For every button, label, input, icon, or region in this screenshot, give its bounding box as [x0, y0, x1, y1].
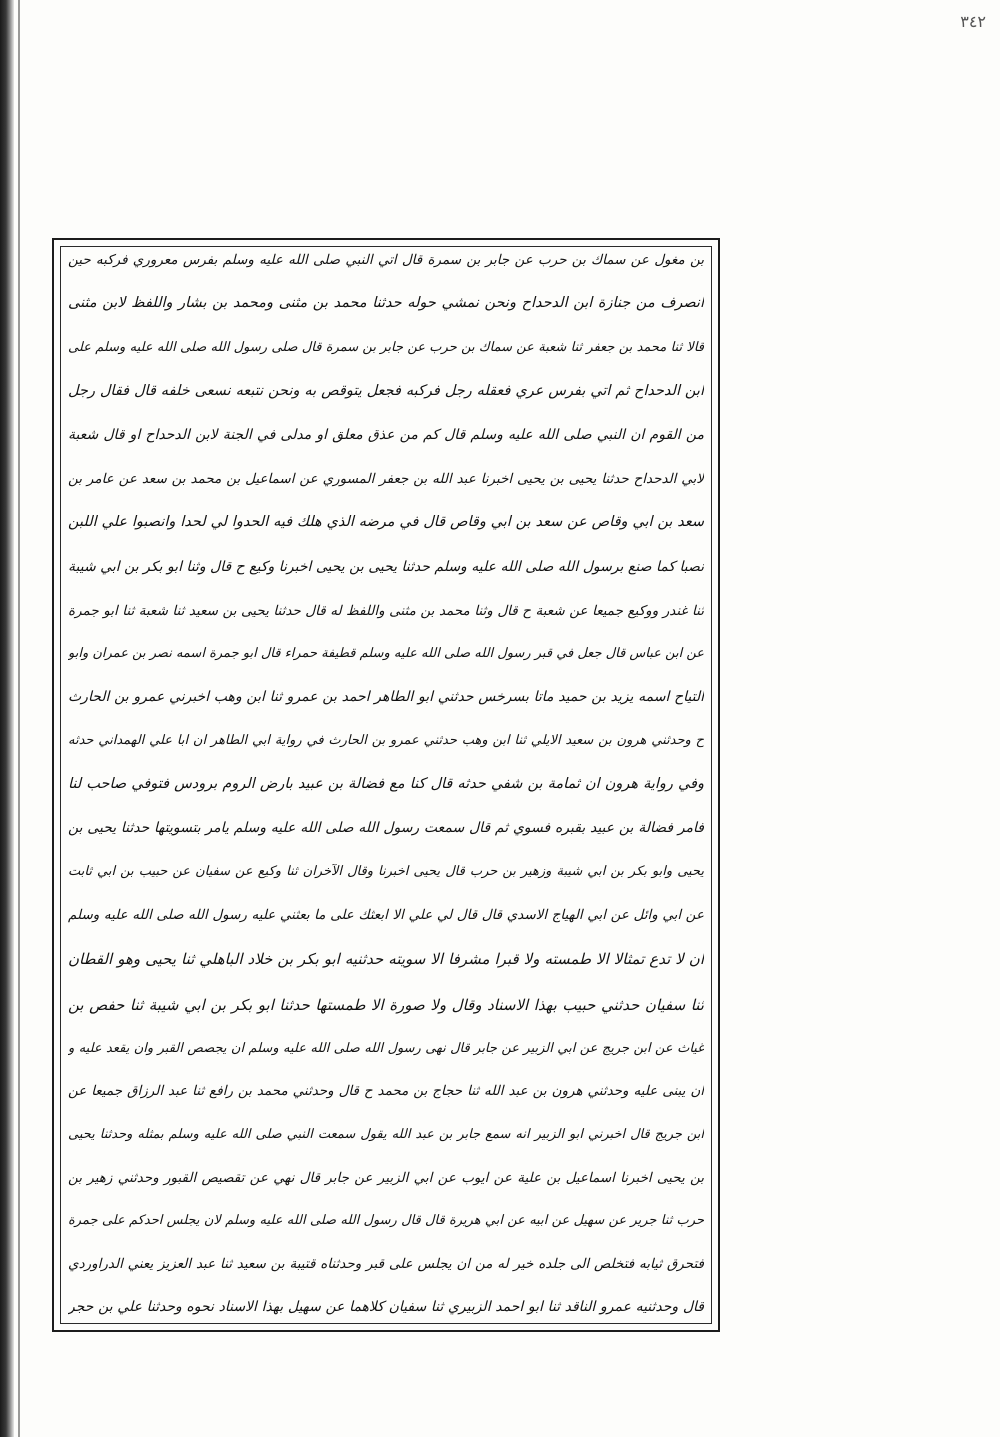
text-line: ثنا غندر ووكيع جميعا عن شعبة ح قال وثنا محمد بن مثنى واللفظ له قال حدثنا يحيى بن سعيد ثنا شعبة ثنا ابو جمرة	[68, 602, 704, 619]
text-line: عن ابن عباس قال جعل في قبر رسول الله صلى الله عليه وسلم قطيفة حمراء قال ابو جمرة اسمه نصر بن عمران وابو	[68, 646, 704, 662]
text-line: حرب ثنا جرير عن سهيل عن ابيه عن ابي هريرة قال قال رسول الله صلى الله عليه وسلم لان يجلس احدكم على جمرة	[68, 1212, 704, 1228]
binding-fold-line	[18, 0, 20, 1437]
text-line: ابن الدحداح ثم اتي بفرس عري فعقله رجل فركبه فجعل يتوقص به ونحن نتبعه نسعى خلفه قال فقال رجل	[68, 382, 704, 399]
folio-number: ٣٤٢	[960, 12, 986, 31]
text-line: غياث عن ابن جريج عن ابي الزبير عن جابر قال نهى رسول الله صلى الله عليه وسلم ان يجصص القبر وان يقعد عليه و	[68, 1040, 704, 1056]
text-line: سعد بن ابي وقاص عن سعد بن ابي وقاص قال في مرضه الذي هلك فيه الحدوا لي لحدا وانصبوا علي اللبن	[68, 514, 704, 531]
text-line: ابن جريج قال اخبرني ابو الزبير انه سمع جابر بن عبد الله يقول سمعت النبي صلى الله عليه وسلم بمثله وحدثنا يحيى	[68, 1126, 704, 1142]
text-line: نصبا كما صنع برسول الله صلى الله عليه وسلم حدثنا يحيى بن يحيى اخبرنا وكيع ح قال وثنا ابو بكر بن ابي شيبة	[68, 559, 704, 576]
text-line: من القوم ان النبي صلى الله عليه وسلم قال كم من عذق معلق او مدلى في الجنة لابن الدحداح او قال شعبة	[68, 427, 704, 444]
text-line: يحيى وابو بكر بن ابي شيبة وزهير بن حرب قال يحيى اخبرنا وقال الآخران ثنا وكيع عن سفيان عن حبيب بن ابي ثابت	[68, 864, 704, 880]
text-line: عن ابي وائل عن ابي الهياج الاسدي قال قال لي علي الا ابعثك على ما بعثني عليه رسول الله صلى الله عليه وسلم	[68, 907, 704, 924]
text-line: ان يبنى عليه وحدثني هرون بن عبد الله ثنا حجاج بن محمد ح قال وحدثني محمد بن رافع ثنا عبد الرزاق جميعا عن	[68, 1083, 704, 1100]
text-line: وفي رواية هرون ان ثمامة بن شفي حدثه قال كنا مع فضالة بن عبيد بارض الروم برودس فتوفي صاحب لنا	[68, 775, 704, 792]
text-line: فامر فضالة بن عبيد بقبره فسوي ثم قال سمعت رسول الله صلى الله عليه وسلم يامر بتسويتها حدثنا يحيى بن	[68, 820, 704, 837]
manuscript-text-block	[68, 250, 704, 1320]
text-line: قال وحدثنيه عمرو الناقد ثنا ابو احمد الزبيري ثنا سفيان كلاهما عن سهيل بهذا الاسناد نحوه وحدثنا علي بن حجر	[68, 1298, 704, 1315]
text-line: قالا ثنا محمد بن جعفر ثنا شعبة عن سماك بن حرب عن جابر بن سمرة قال صلى رسول الله صلى الله عليه وسلم على	[68, 339, 704, 355]
text-line: التياح اسمه يزيد بن حميد ماتا بسرخس حدثني ابو الطاهر احمد بن عمرو ثنا ابن وهب اخبرني عمرو بن الحارث	[68, 689, 704, 706]
binding-edge	[0, 0, 14, 1437]
text-line: بن مغول عن سماك بن حرب عن جابر بن سمرة قال اتي النبي صلى الله عليه وسلم بفرس معروري فركبه حين	[68, 252, 704, 268]
text-line: بن يحيى اخبرنا اسماعيل بن علية عن ايوب عن ابي الزبير عن جابر قال نهي عن تقصيص القبور وحدثني زهير بن	[68, 1169, 704, 1186]
text-line: فتحرق ثيابه فتخلص الى جلده خير له من ان يجلس على قبر وحدثناه قتيبة بن سعيد ثنا عبد العزيز يعني الدراوردي	[68, 1255, 704, 1272]
text-line: ان لا تدع تمثالا الا طمسته ولا قبرا مشرفا الا سويته حدثنيه ابو بكر بن خلاد الباهلي ثنا يحيى وهو القطان	[68, 950, 704, 969]
text-line: لابي الدحداح حدثنا يحيى بن يحيى اخبرنا عبد الله بن جعفر المسوري عن اسماعيل بن محمد بن سعد عن عامر بن	[68, 471, 704, 488]
text-line: ح وحدثني هرون بن سعيد الايلي ثنا ابن وهب حدثني عمرو بن الحارث في رواية ابي الطاهر ان ابا علي الهمداني حدثه	[68, 733, 704, 749]
text-line: انصرف من جنازة ابن الدحداح ونحن نمشي حوله حدثنا محمد بن مثنى ومحمد بن بشار واللفظ لابن مثنى	[68, 295, 704, 312]
text-line: ثنا سفيان حدثني حبيب بهذا الاسناد وقال ولا صورة الا طمستها حدثنا ابو بكر بن ابي شيبة ثنا حفص بن	[68, 995, 704, 1014]
